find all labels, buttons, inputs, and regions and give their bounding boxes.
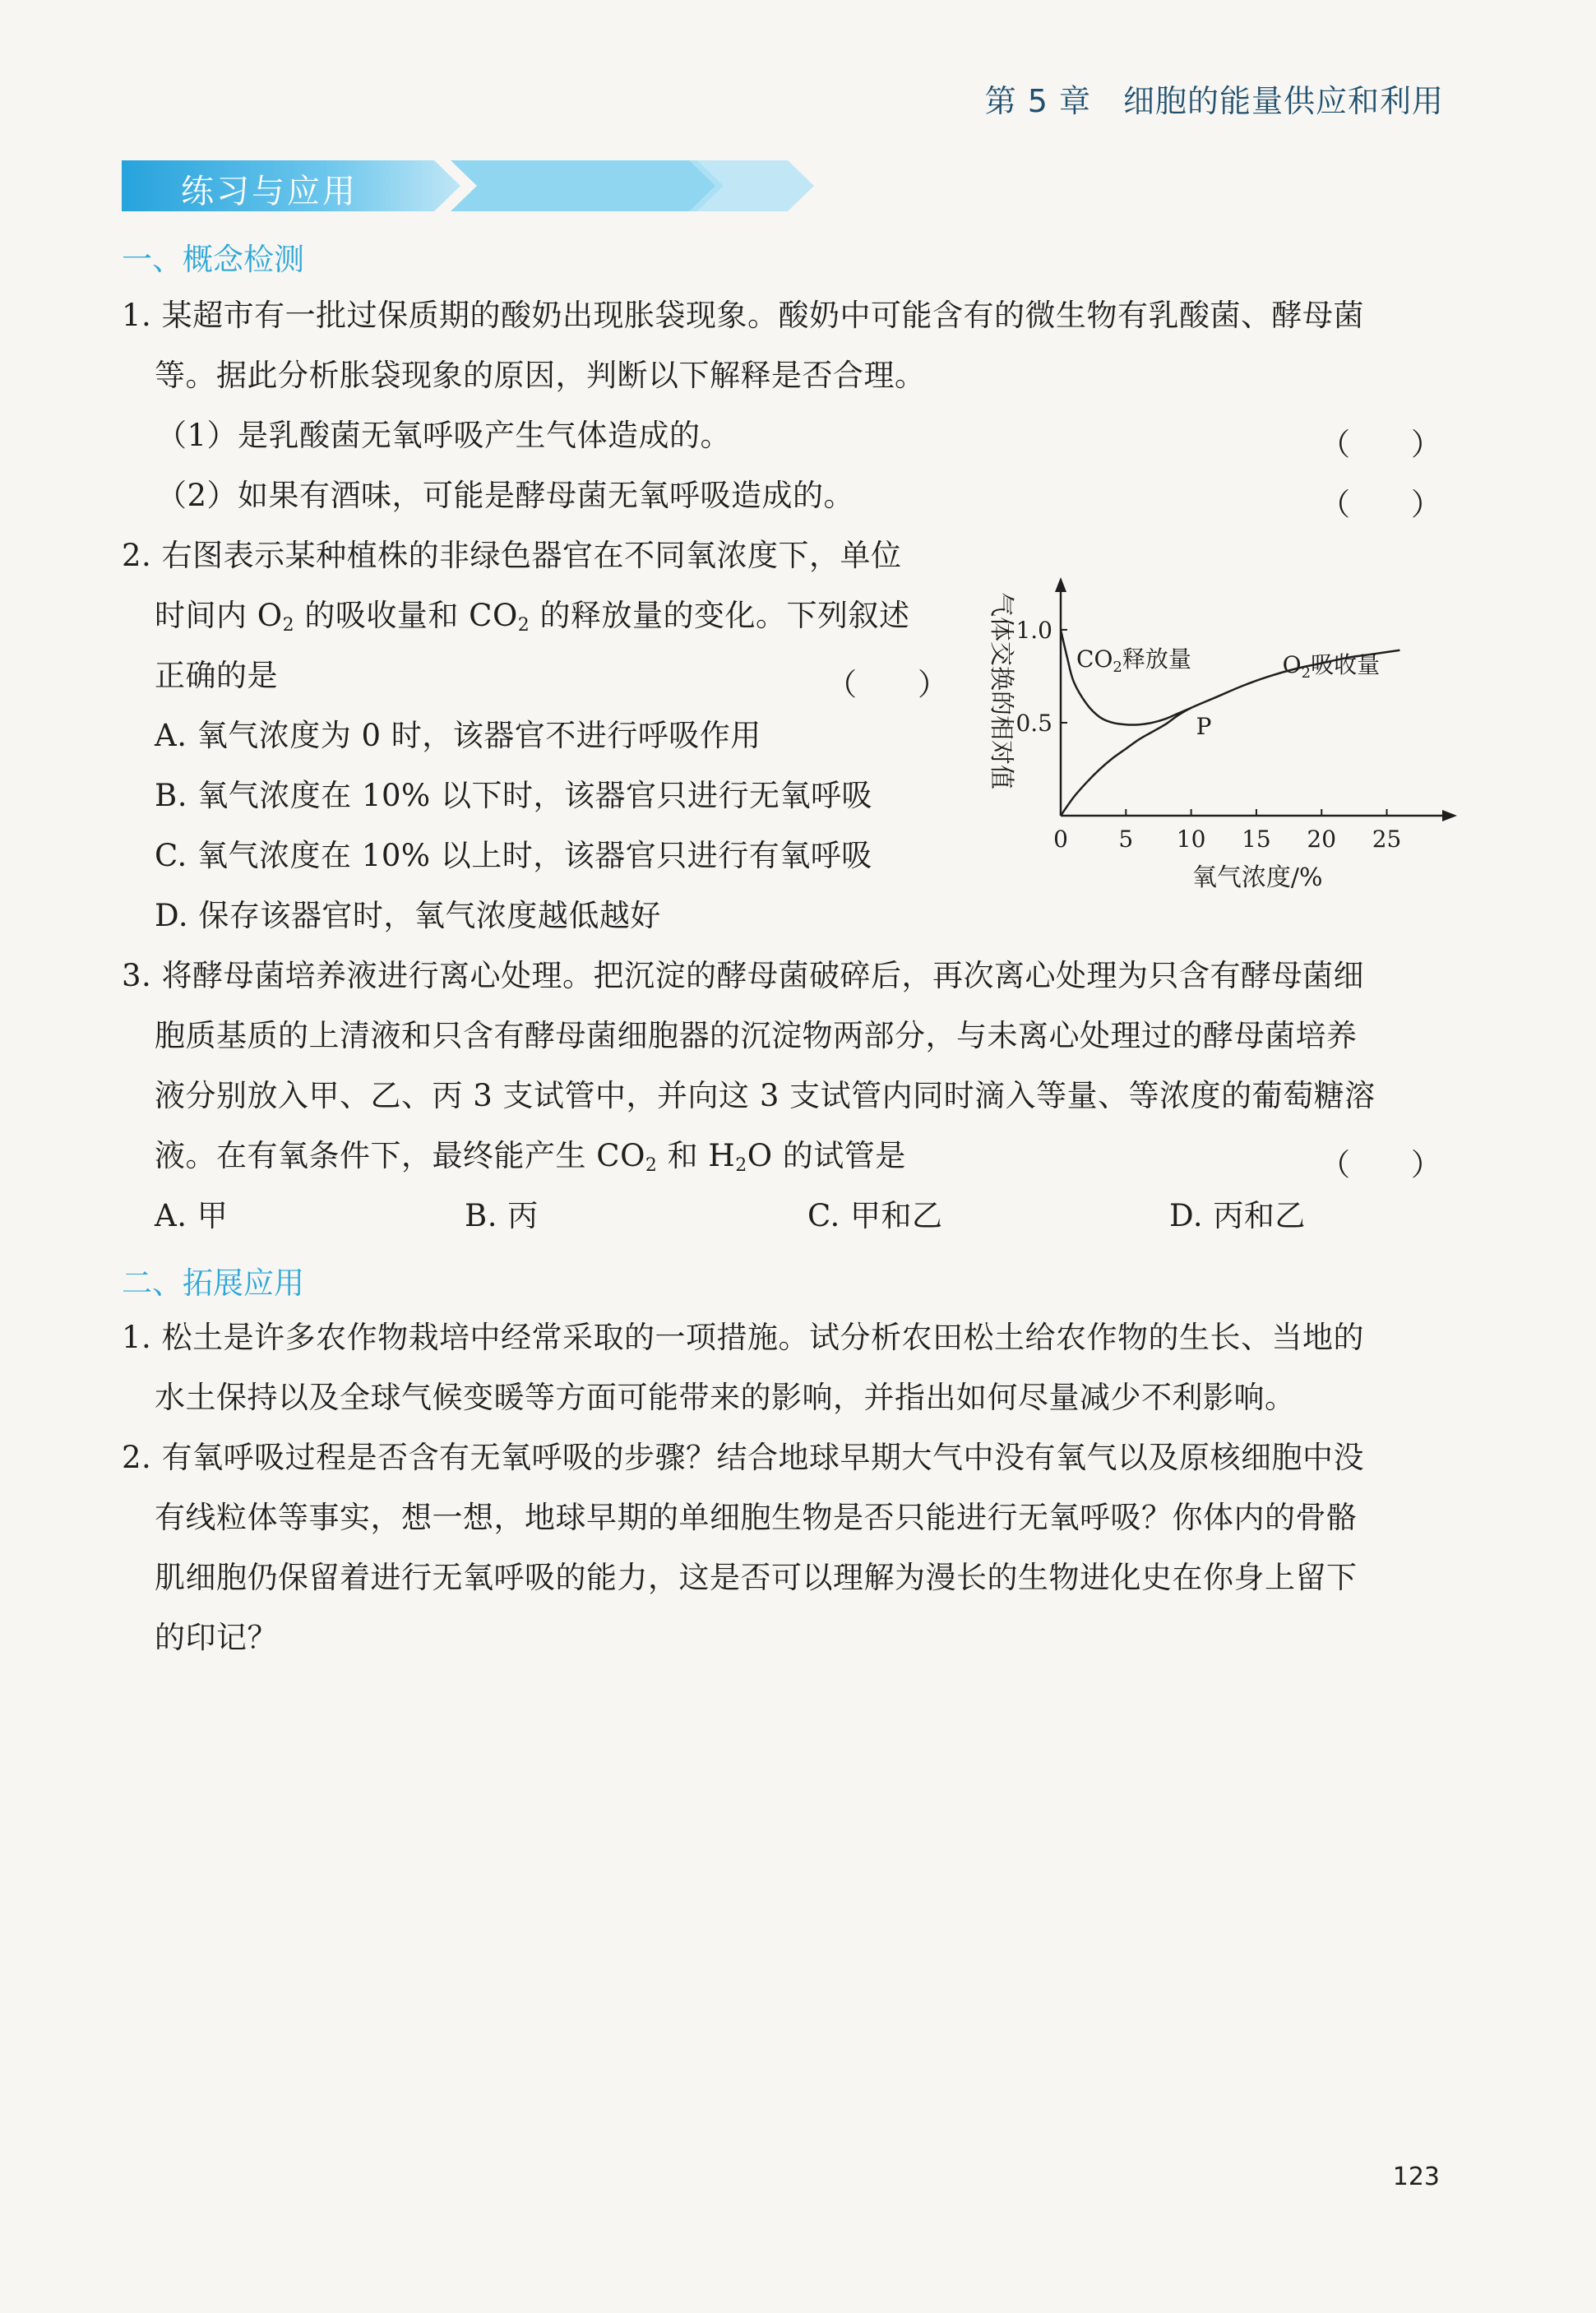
chart-x-tick-label: 25 bbox=[1372, 826, 1402, 853]
e2-line-1: 2. 有氧呼吸过程是否含有无氧呼吸的步骤？结合地球早期大气中没有氧气以及原核细胞中没 bbox=[122, 1440, 1365, 1475]
q2-line-3: 正确的是 bbox=[155, 658, 278, 693]
q3-line-4-b: 和 H bbox=[657, 1138, 736, 1173]
q1-sub-1: （1）是乳酸菌无氧呼吸产生气体造成的。 bbox=[156, 418, 732, 453]
q2-option-a: A. 氧气浓度为 0 时，该器官不进行呼吸作用 bbox=[155, 718, 761, 753]
e2-line-2: 有线粒体等事实，想一想，地球早期的单细胞生物是否只能进行无氧呼吸？你体内的骨骼 bbox=[155, 1500, 1358, 1535]
page-number: 123 bbox=[1392, 2163, 1440, 2191]
chart-ylabel: 气体交换的相对值 bbox=[987, 592, 1015, 789]
chart-x-axis-arrow bbox=[1442, 810, 1457, 821]
oxygen-gas-exchange-chart bbox=[970, 576, 1472, 904]
q2-line-2-b: 的吸收量和 CO bbox=[294, 598, 518, 633]
q3-line-4 bbox=[155, 1138, 906, 1184]
chart-label-co2: $CO_2$释放量 bbox=[1076, 645, 1191, 677]
section-title-concept: 一、概念检测 bbox=[122, 242, 304, 277]
chart-x-tick-label: 0 bbox=[1053, 826, 1068, 853]
e2-line-3: 肌细胞仍保留着进行无氧呼吸的能力，这是否可以理解为漫长的生物进化史在你身上留下 bbox=[155, 1560, 1358, 1595]
q3-line-1: 3. 将酵母菌培养液进行离心处理。把沉淀的酵母菌破碎后，再次离心处理为只含有酵母菌细 bbox=[122, 958, 1365, 993]
q2-line-1: 2. 右图表示某种植株的非绿色器官在不同氧浓度下，单位 bbox=[122, 538, 902, 573]
q3-answer-blank[interactable]: （ ） bbox=[1320, 1147, 1441, 1182]
chart-point-p-label: P bbox=[1196, 712, 1212, 740]
chapter-header: 第 5 章 细胞的能量供应和利用 bbox=[984, 83, 1444, 119]
chart-svg bbox=[970, 576, 1472, 904]
chart-label-o2: $O_2$吸收量 bbox=[1282, 650, 1381, 682]
q2-option-b: B. 氧气浓度在 10% 以下时，该器官只进行无氧呼吸 bbox=[155, 778, 872, 813]
chart-y-tick-label: 0.5 bbox=[1015, 709, 1052, 737]
e2-line-4: 的印记？ bbox=[155, 1620, 278, 1655]
q3-option-d: D. 丙和乙 bbox=[1169, 1198, 1306, 1233]
chart-y-tick-label: 1.0 bbox=[1015, 616, 1052, 644]
q1-sub-1-answer-blank[interactable]: （ ） bbox=[1320, 427, 1441, 462]
q2-line-2-sub2: 2 bbox=[517, 615, 530, 636]
q3-line-4-a: 液。在有氧条件下，最终能产生 CO bbox=[155, 1138, 645, 1173]
section-title-extension: 二、拓展应用 bbox=[122, 1265, 304, 1301]
q3-option-a: A. 甲 bbox=[155, 1198, 229, 1233]
chart-series-co2-release bbox=[1061, 630, 1191, 725]
q3-option-b: B. 丙 bbox=[465, 1198, 539, 1233]
q1-sub-2-answer-blank[interactable]: （ ） bbox=[1320, 487, 1441, 522]
chart-x-tick-label: 5 bbox=[1118, 826, 1134, 853]
chart-x-tick-label: 10 bbox=[1176, 826, 1206, 853]
q1-line-2: 等。据此分析胀袋现象的原因，判断以下解释是否合理。 bbox=[155, 358, 926, 393]
q1-line-1: 1. 某超市有一批过保质期的酸奶出现胀袋现象。酸奶中可能含有的微生物有乳酸菌、酵母菌 bbox=[122, 298, 1365, 333]
q2-line-2-a: 时间内 O bbox=[155, 598, 283, 633]
chart-xlabel: 氧气浓度/% bbox=[1191, 863, 1323, 892]
q2-option-d: D. 保存该器官时，氧气浓度越低越好 bbox=[155, 898, 661, 933]
chart-y-axis-arrow bbox=[1055, 577, 1066, 592]
q3-line-4-sub1: 2 bbox=[645, 1155, 658, 1176]
q3-line-3: 液分别放入甲、乙、丙 3 支试管中，并向这 3 支试管内同时滴入等量、等浓度的葡萄糖溶 bbox=[155, 1078, 1376, 1113]
q3-line-4-sub2: 2 bbox=[735, 1155, 747, 1176]
q3-option-c: C. 甲和乙 bbox=[807, 1198, 943, 1233]
q2-answer-blank[interactable]: （ ） bbox=[826, 667, 948, 702]
q2-line-2-c: 的释放量的变化。下列叙述 bbox=[530, 598, 910, 633]
e1-line-1: 1. 松土是许多农作物栽培中经常采取的一项措施。试分析农田松土给农作物的生长、当地的 bbox=[122, 1320, 1365, 1355]
q2-option-c: C. 氧气浓度在 10% 以上时，该器官只进行有氧呼吸 bbox=[155, 838, 872, 873]
q2-line-2-sub1: 2 bbox=[282, 615, 295, 636]
banner-title: 练习与应用 bbox=[181, 173, 358, 210]
q3-line-2: 胞质基质的上清液和只含有酵母菌细胞器的沉淀物两部分，与未离心处理过的酵母菌培养 bbox=[155, 1018, 1358, 1053]
section-banner bbox=[122, 160, 829, 211]
chart-x-tick-label: 20 bbox=[1307, 826, 1337, 853]
q2-line-2 bbox=[155, 598, 910, 644]
e1-line-2: 水土保持以及全球气候变暖等方面可能带来的影响，并指出如何尽量减少不利影响。 bbox=[155, 1380, 1296, 1415]
q3-line-4-c: O 的试管是 bbox=[747, 1138, 906, 1173]
chart-x-tick-label: 15 bbox=[1242, 826, 1271, 853]
q1-sub-2: （2）如果有酒味，可能是酵母菌无氧呼吸造成的。 bbox=[156, 478, 855, 513]
